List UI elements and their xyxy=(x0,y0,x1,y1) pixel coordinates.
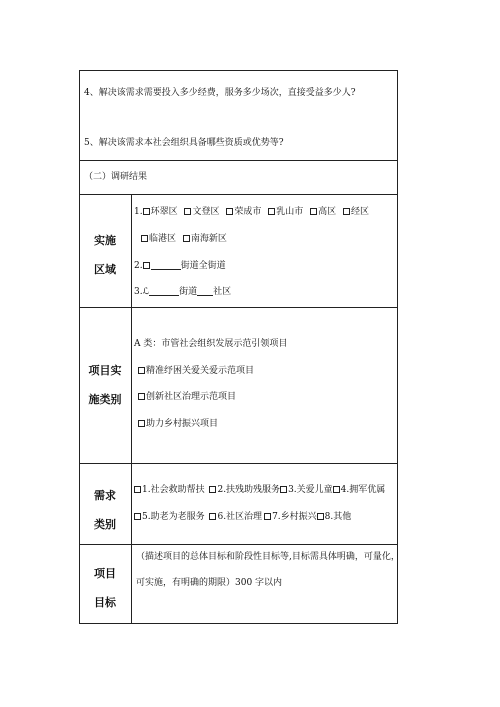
checkbox[interactable] xyxy=(209,486,216,493)
district-line-1 xyxy=(134,206,369,218)
area-label-line2: 区域 xyxy=(94,263,116,276)
section-title: （二）调研结果 xyxy=(84,172,148,182)
area-label-line1: 实施 xyxy=(94,234,116,247)
district-option: 高区 xyxy=(318,207,337,217)
demand-option: 6.社区治理 xyxy=(217,512,263,522)
checkbox[interactable] xyxy=(138,393,145,400)
community-line-suffix: 社区 xyxy=(213,287,232,297)
demand-option: 3.关爱儿童 xyxy=(288,485,333,495)
demand-option: 8.其他 xyxy=(324,512,352,522)
demand-option: 7.乡村振兴 xyxy=(272,512,317,522)
street-name-blank[interactable] xyxy=(149,286,179,296)
checkbox[interactable] xyxy=(317,513,324,520)
district-option: 荣成市 xyxy=(234,207,262,217)
divider-section-title-top xyxy=(79,160,398,161)
goal-label xyxy=(79,565,131,610)
divider-area-top xyxy=(79,194,398,195)
demand-options-row-2 xyxy=(134,511,351,523)
street-line-prefix: 2. xyxy=(134,261,143,271)
table-border-right xyxy=(397,70,398,624)
community-name-blank[interactable] xyxy=(197,286,213,296)
goal-label-line2: 目标 xyxy=(94,596,116,609)
checkbox[interactable] xyxy=(209,513,216,520)
table-border-bottom xyxy=(79,623,398,624)
district-option: 临港区 xyxy=(149,234,177,244)
area-label xyxy=(79,232,131,277)
demand-option: 5.助老为老服务 xyxy=(142,512,205,522)
community-line-mid: 街道 xyxy=(179,287,198,297)
district-option: 乳山市 xyxy=(276,207,304,217)
community-line-prefix: 3.ℒ xyxy=(134,287,150,297)
category-type-a: A 类：市管社会组织发展示范引领项目 xyxy=(134,339,288,349)
demand-options-row-1 xyxy=(134,484,385,496)
goal-description-line1: （描述项目的总体目标和阶段性目标等,目标需具体明确，可量化， xyxy=(136,552,400,562)
category-option xyxy=(138,365,254,377)
demand-label-line1: 需求 xyxy=(94,489,116,502)
checkbox[interactable] xyxy=(134,486,141,493)
district-option: 南海新区 xyxy=(190,234,227,244)
category-option xyxy=(138,391,236,403)
divider-demand-top xyxy=(79,463,398,464)
checkbox[interactable] xyxy=(333,486,340,493)
checkbox[interactable] xyxy=(184,208,191,215)
checkbox[interactable] xyxy=(141,235,148,242)
table-border-top xyxy=(79,70,398,71)
demand-label xyxy=(79,487,131,532)
checkbox[interactable] xyxy=(343,208,350,215)
street-line xyxy=(134,260,226,272)
category-option-label: 助力乡村振兴项目 xyxy=(146,419,219,429)
checkbox[interactable] xyxy=(183,235,190,242)
district-option: 环翠区 xyxy=(150,207,178,217)
checkbox[interactable] xyxy=(138,367,145,374)
demand-option: 1.社会救助帮扶 xyxy=(142,485,205,495)
label-column-divider xyxy=(131,194,132,624)
category-label xyxy=(79,362,131,407)
category-label-line1: 项目实 xyxy=(88,364,122,377)
street-name-blank[interactable] xyxy=(151,260,181,270)
checkbox[interactable] xyxy=(143,208,150,215)
question-5: 5、解决该需求本社会组织具备哪些资质或优势等? xyxy=(84,138,284,148)
checkbox[interactable] xyxy=(264,513,271,520)
district-line-2 xyxy=(141,233,227,245)
demand-label-line2: 类别 xyxy=(94,518,116,531)
table-border-left xyxy=(79,70,80,624)
checkbox[interactable] xyxy=(134,513,141,520)
checkbox[interactable] xyxy=(143,262,150,269)
demand-option: 2.扶残助残服务 xyxy=(217,485,281,495)
goal-label-line1: 项目 xyxy=(94,567,116,580)
category-option xyxy=(138,418,218,430)
category-label-line2: 施类别 xyxy=(88,393,122,406)
category-option-label: 精准纾困关爱关爱示范项目 xyxy=(146,366,255,376)
district-option: 经区 xyxy=(351,207,370,217)
demand-option: 4.拥军优属 xyxy=(340,485,386,495)
survey-form-table xyxy=(79,70,398,624)
checkbox[interactable] xyxy=(226,208,233,215)
goal-description-line2: 可实施，有明确的期限）300 字以内 xyxy=(136,578,283,588)
checkbox[interactable] xyxy=(138,420,145,427)
checkbox[interactable] xyxy=(268,208,275,215)
community-line xyxy=(134,286,231,298)
divider-goal-top xyxy=(79,544,398,545)
checkbox[interactable] xyxy=(310,208,317,215)
category-option-label: 创新社区治理示范项目 xyxy=(146,392,237,402)
district-line-1-prefix: 1. xyxy=(134,207,143,217)
street-line-suffix: 街道全街道 xyxy=(180,261,226,271)
divider-category-top xyxy=(79,307,398,308)
question-4: 4、解决该需求需要投入多少经费，服务多少场次，直接受益多少人? xyxy=(84,88,356,98)
checkbox[interactable] xyxy=(280,486,287,493)
district-option: 文登区 xyxy=(192,207,220,217)
